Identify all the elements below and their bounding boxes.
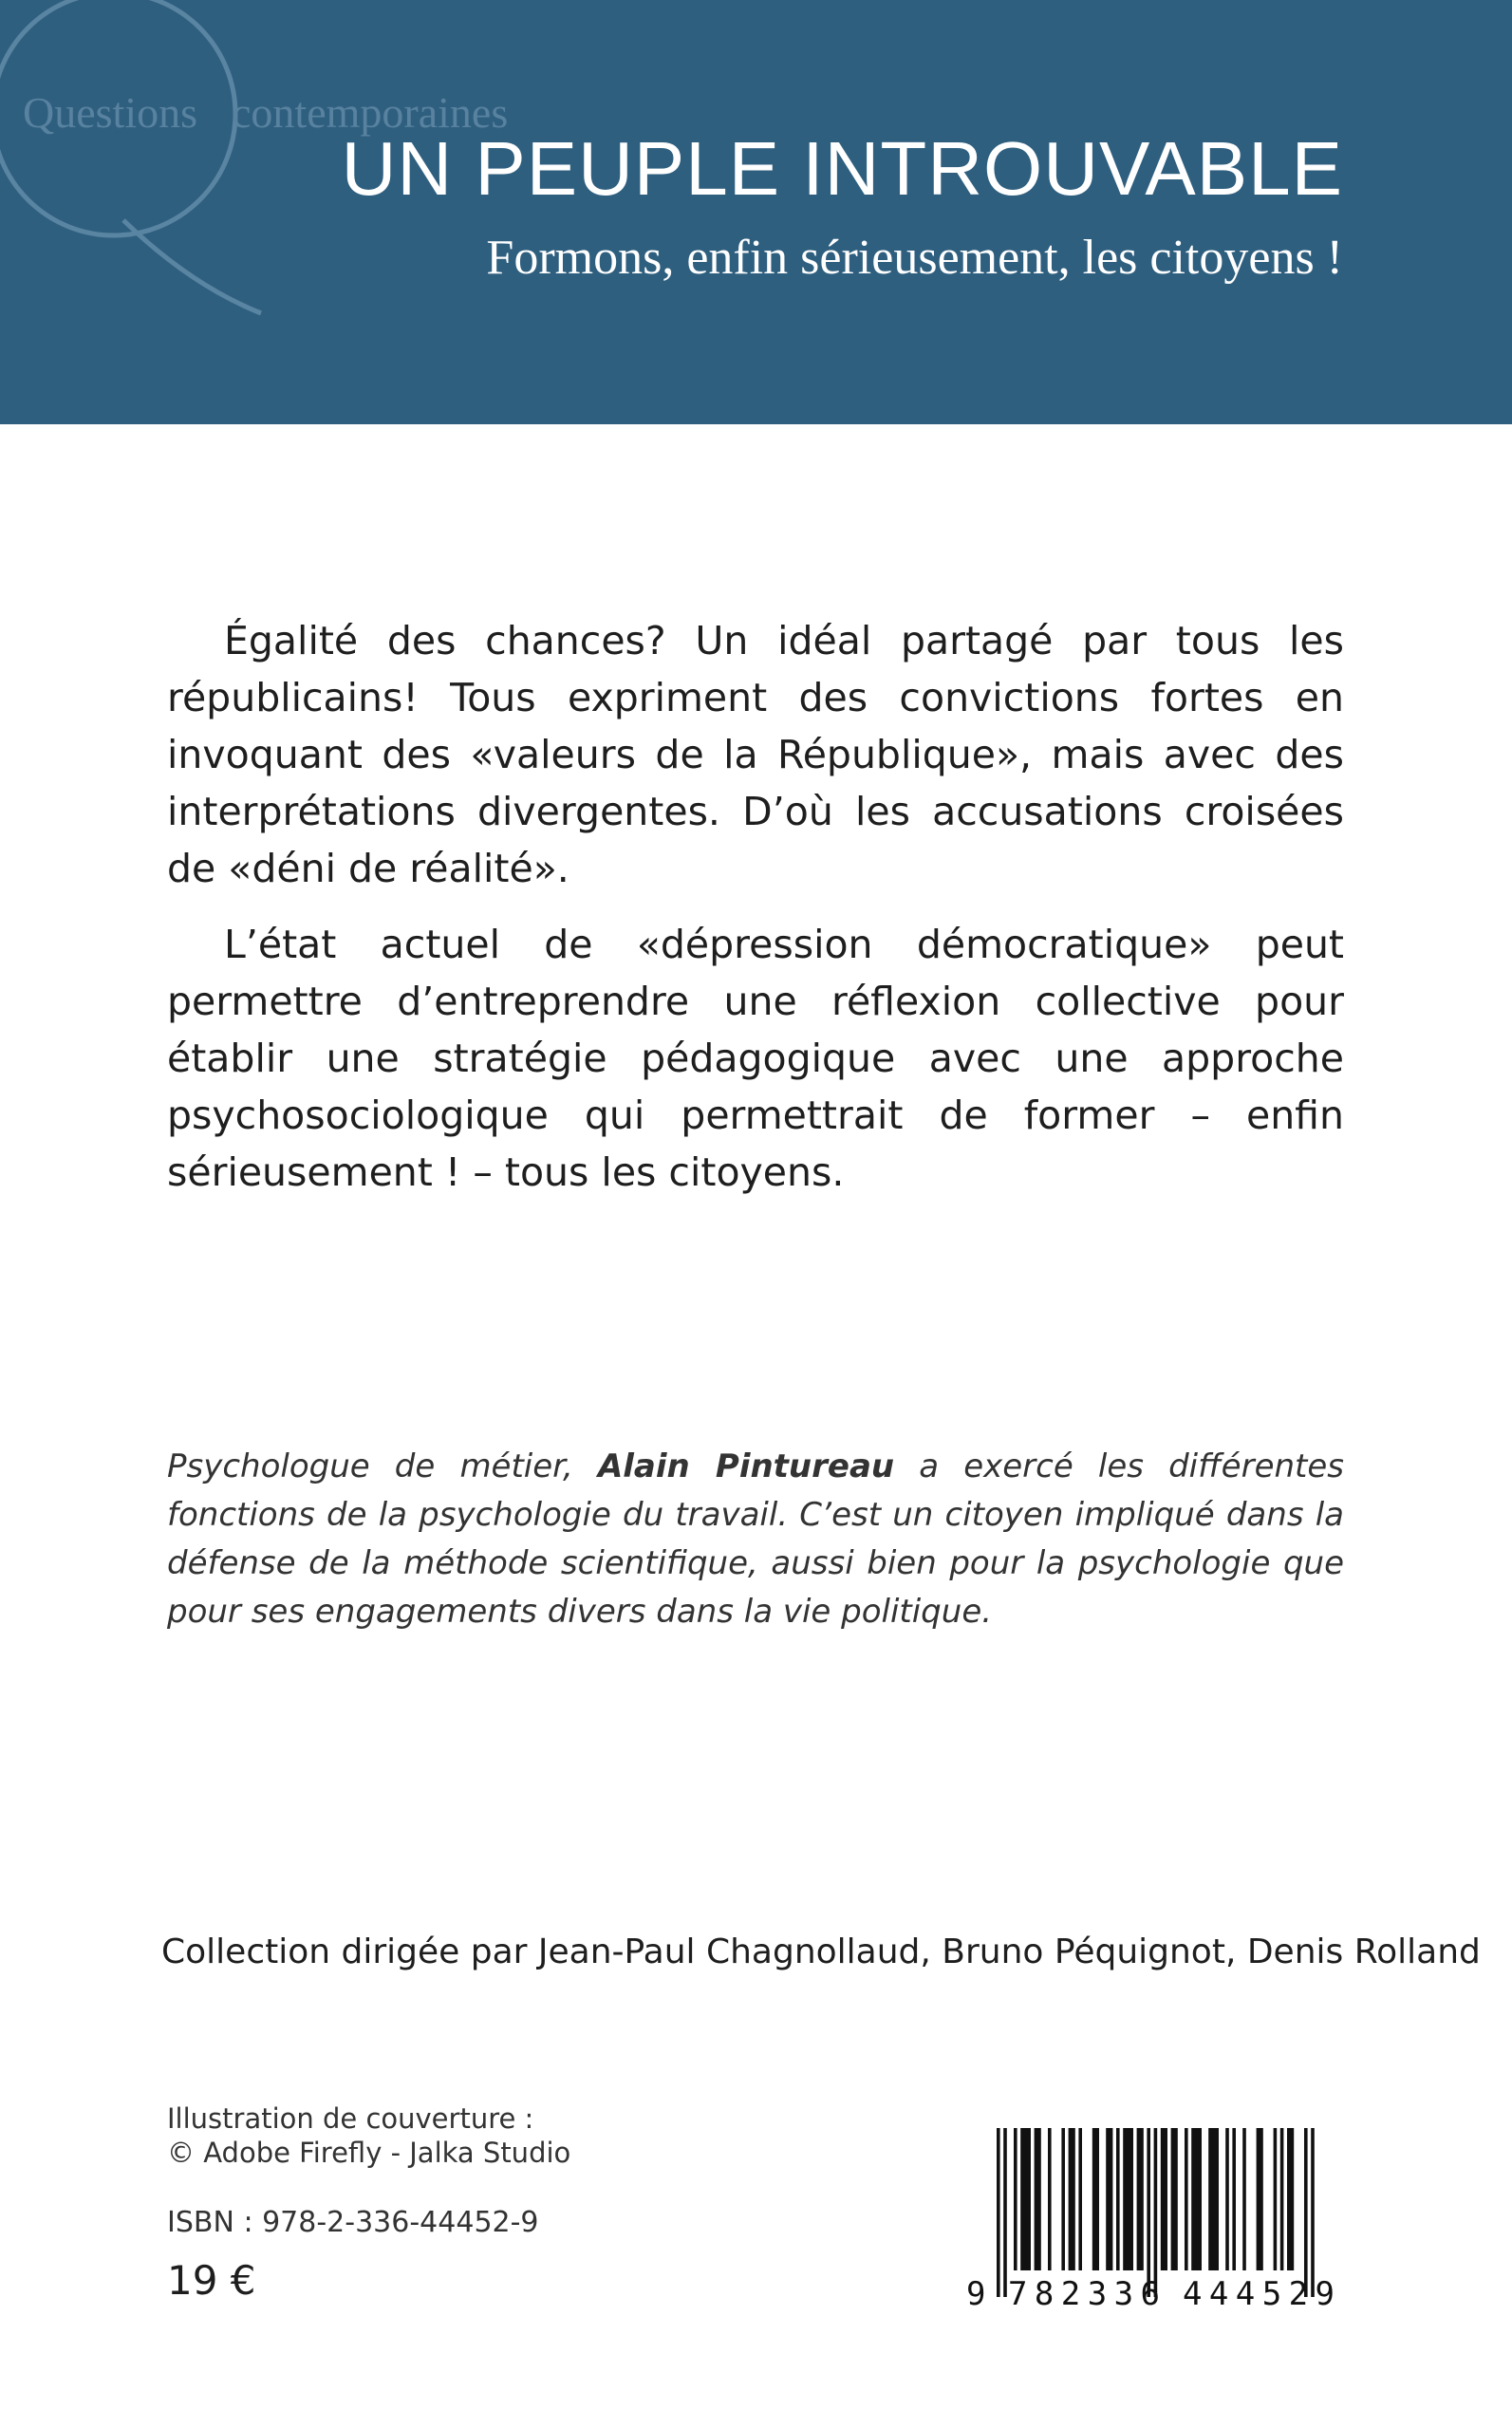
author-name: Alain Pintureau [597,1447,895,1485]
barcode-bar [1185,2128,1188,2270]
barcode-bar [1280,2128,1284,2270]
barcode-bar [1020,2128,1031,2270]
credits-line-1: Illustration de couverture : [167,2102,534,2135]
barcode-bar [1304,2128,1308,2297]
barcode-bar [1232,2128,1236,2270]
barcode-bar [1191,2128,1202,2270]
barcode-bar [1154,2128,1158,2297]
barcode-bar [1116,2128,1120,2270]
barcode-bar [1147,2128,1150,2297]
collection-directors: Collection dirigée par Jean-Paul Chagnollaud, Bruno Péquignot, Denis Rolland [161,1933,1481,1971]
book-title: UN PEUPLE INTROUVABLE [341,126,1343,211]
barcode-bar [997,2128,1000,2297]
q-letter: Q [0,0,1,1]
blurb-paragraph-1: Égalité des chances? Un idéal partagé par tous les républicains! Tous expriment des convictions fortes en invoquant des «valeurs de la République», mais avec des interprétations divergentes. D’où les accusations croisées de «déni de réalité». [167,618,1344,891]
barcode-bar [1257,2128,1263,2270]
barcode-bar [1242,2128,1246,2270]
cover-header [0,0,1512,424]
barcode-bar [1078,2128,1082,2270]
barcode-bar [1092,2128,1099,2270]
barcode-bar [1137,2128,1144,2270]
barcode-bar [1014,2128,1017,2270]
price: 19 € [167,2257,256,2304]
cover-credits [167,2101,570,2170]
blurb-paragraph-2: L’état actuel de «dépression démocratique» peut permettre d’entreprendre une réflexion collective pour établir une stratégie pédagogique avec une approche psychosociologique qui permettrait de former – enfin sérieusement ! – tous les citoyens. [167,922,1344,1195]
q-letter-logo [0,0,285,323]
barcode-bar [1311,2128,1315,2297]
author-bio [167,1443,1344,1636]
bio-suffix: a exercé les différentes fonctions de la psychologie du travail. C’est un citoyen impliqué dans la défense de la méthode scientifique, aussi bien pour la psychologie que pour ses engagements divers dans la vie politique. [167,1447,1344,1631]
barcode-bar [1225,2128,1229,2270]
book-subtitle: Formons, enfin sérieusement, les citoyens ! [486,231,1343,285]
barcode-bar [1161,2128,1167,2270]
barcode-bar [1061,2128,1065,2270]
blurb [167,612,1344,1220]
barcode-bar [1287,2128,1294,2270]
barcode-bar [1069,2128,1075,2270]
barcode-bar [1003,2128,1007,2297]
barcode-right-group: 444529 [1183,2275,1335,2312]
barcode-bar [1035,2128,1041,2270]
credits-line-2: © Adobe Firefly - Jalka Studio [167,2137,571,2169]
series-word-1: Questions [23,88,197,137]
barcode [959,2122,1357,2312]
barcode-bar [1208,2128,1219,2270]
barcode-left-group: 782336 [1008,2275,1160,2312]
series-word-2: contemporaines [232,88,509,137]
bio-prefix: Psychologue de métier, [167,1447,598,1485]
barcode-bar [1123,2128,1133,2270]
barcode-bar [1106,2128,1112,2270]
isbn: ISBN : 978-2-336-44452-9 [167,2206,539,2239]
barcode-bar [1048,2128,1052,2270]
barcode-bar [1274,2128,1278,2270]
barcode-first-digit: 9 [966,2275,986,2312]
barcode-bar [1171,2128,1178,2270]
